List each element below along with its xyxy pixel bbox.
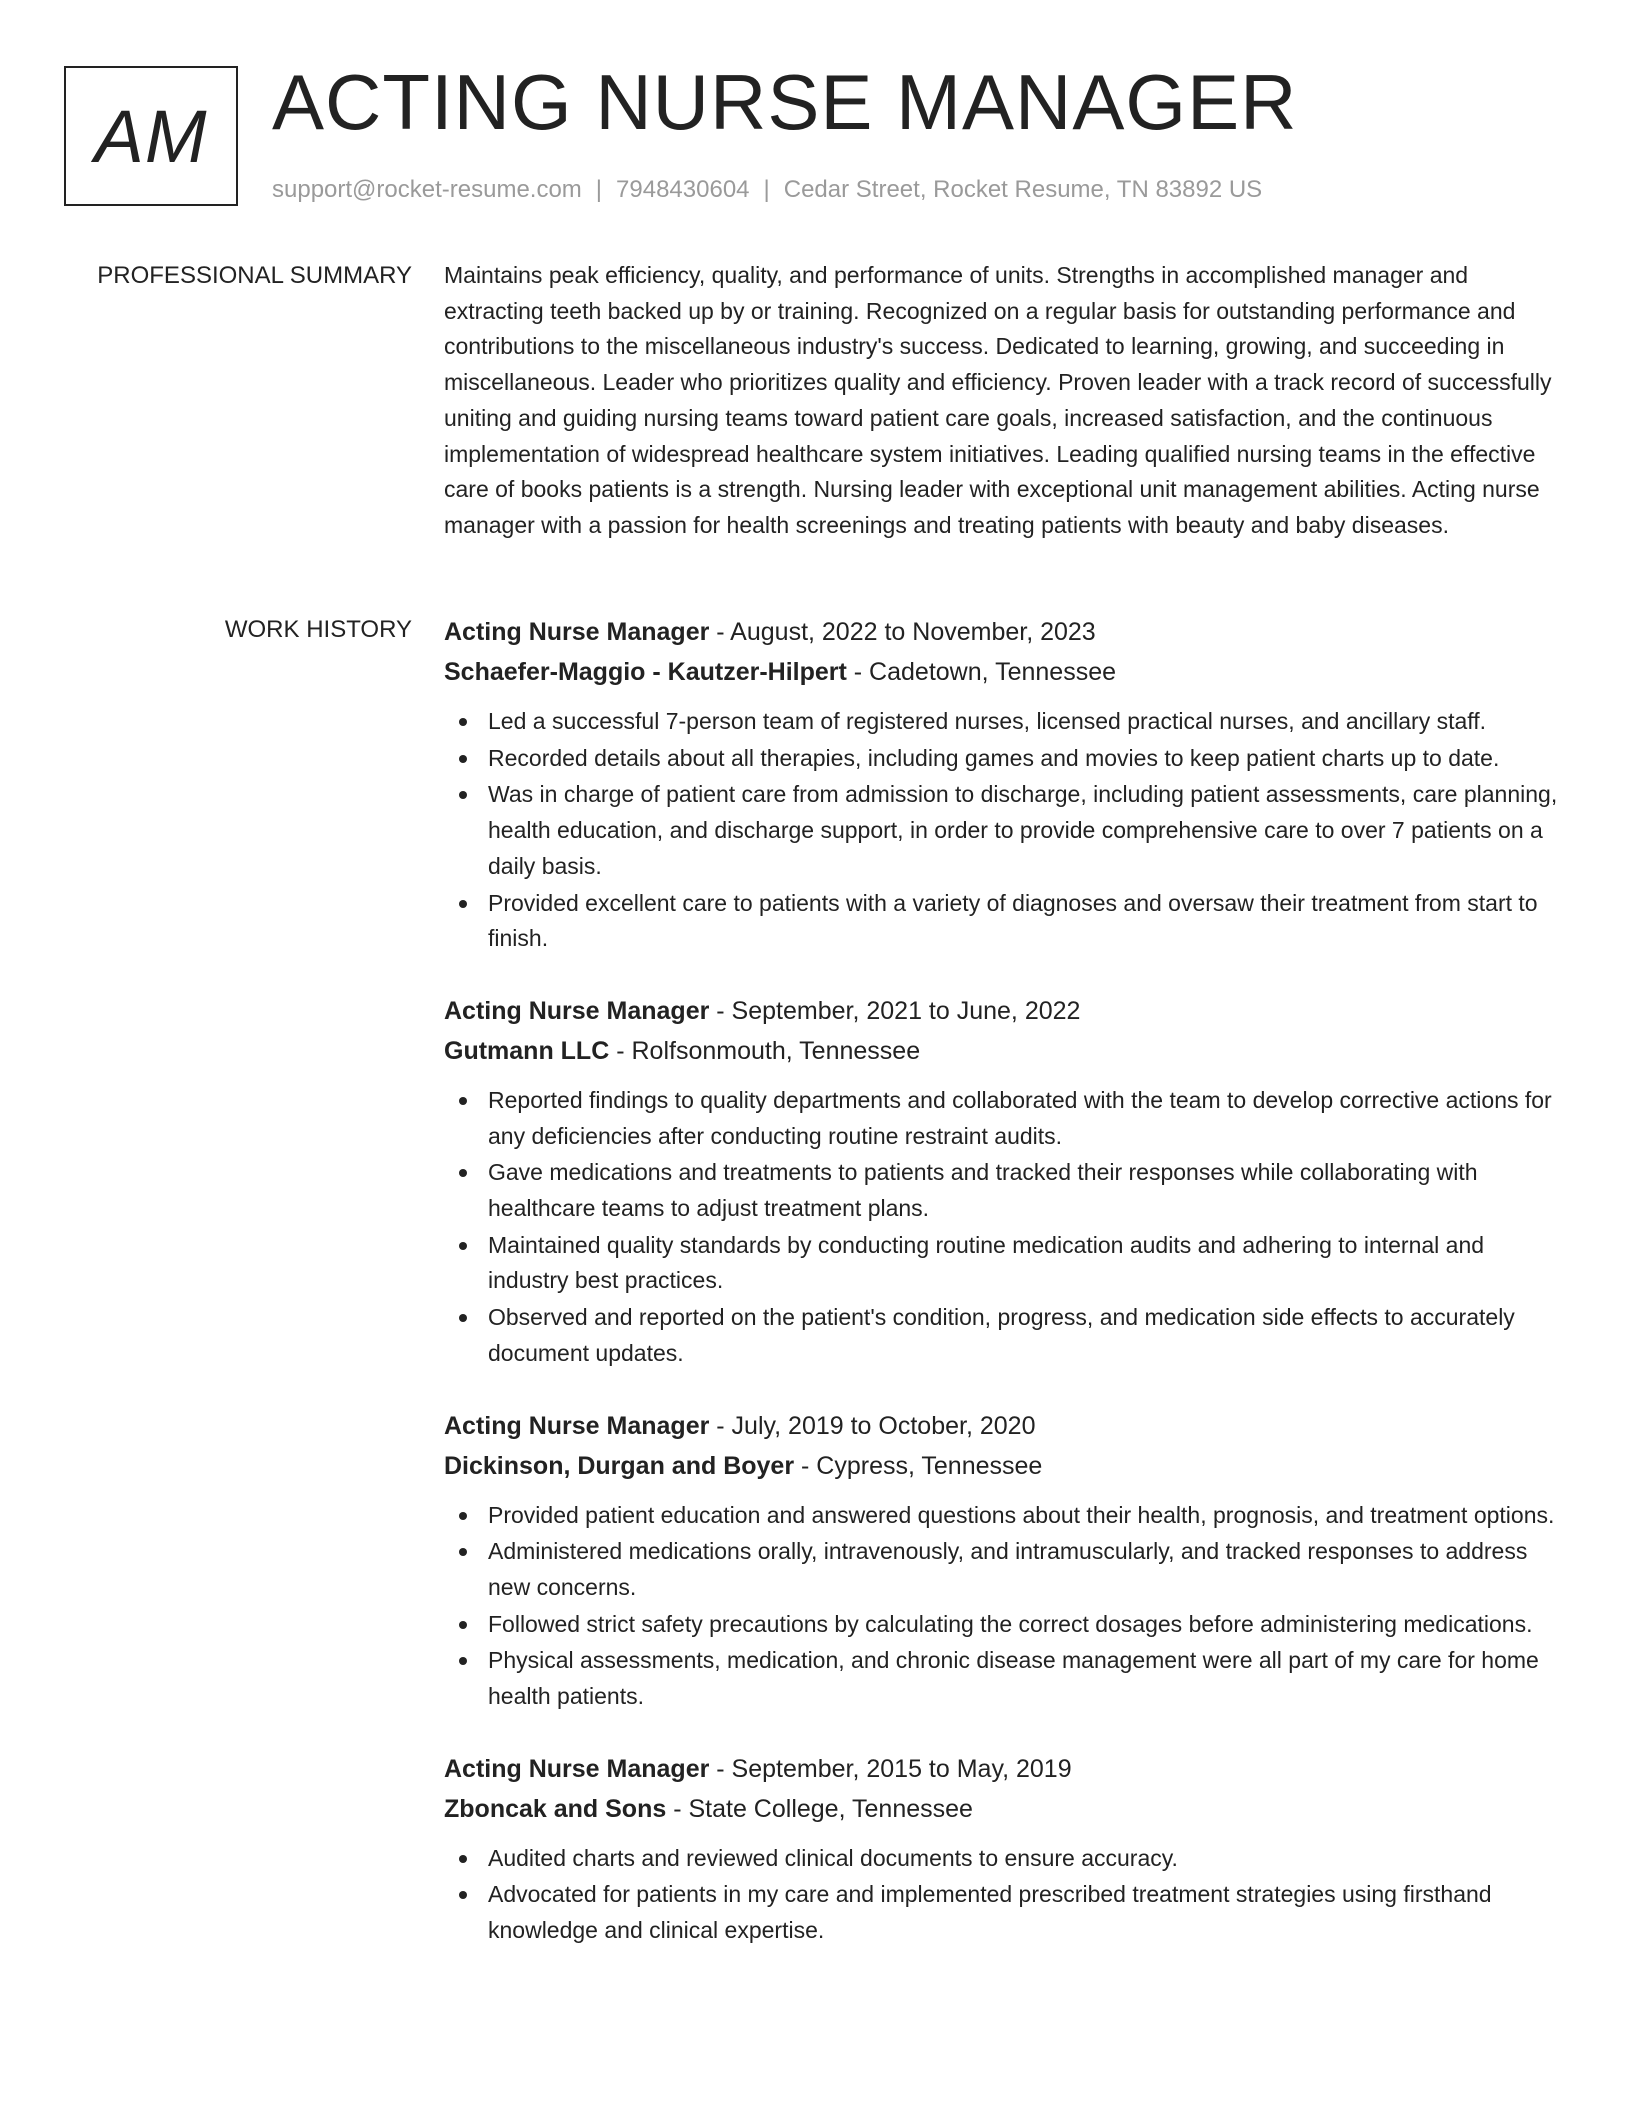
job-title: Acting Nurse Manager xyxy=(444,1411,710,1440)
job-location: - Cadetown, Tennessee xyxy=(846,658,1116,686)
job-dates: - September, 2015 to May, 2019 xyxy=(709,1754,1072,1783)
bullet-icon xyxy=(459,718,467,726)
job-bullet xyxy=(444,886,1560,957)
job-bullet xyxy=(444,741,1560,777)
bullet-icon xyxy=(459,1242,467,1250)
job-bullets xyxy=(444,1841,1560,1949)
bullet-icon xyxy=(459,1855,467,1863)
bullet-icon xyxy=(459,900,467,908)
job-bullet xyxy=(444,1155,1560,1226)
job-company-line xyxy=(444,652,1560,692)
job-bullet xyxy=(444,1607,1560,1643)
bullet-icon xyxy=(459,791,467,799)
job-dates: - September, 2021 to June, 2022 xyxy=(709,996,1081,1025)
job-dates: - July, 2019 to October, 2020 xyxy=(709,1411,1036,1440)
contact-separator: | xyxy=(595,176,603,203)
job-entry xyxy=(444,1406,1560,1715)
bullet-text: Advocated for patients in my care and implemented prescribed treatment strategies using firsthand knowledge and clinical expertise. xyxy=(488,1881,1492,1944)
job-title: Acting Nurse Manager xyxy=(444,1754,710,1783)
job-company: Zboncak and Sons xyxy=(444,1794,667,1823)
job-bullet xyxy=(444,1228,1560,1299)
job-bullet xyxy=(444,1534,1560,1605)
job-company: Dickinson, Durgan and Boyer xyxy=(444,1451,795,1480)
job-bullet xyxy=(444,1643,1560,1714)
contact-separator: | xyxy=(763,176,770,203)
job-company: Gutmann LLC xyxy=(444,1036,610,1065)
resume-title: ACTING NURSE MANAGER xyxy=(272,58,1298,146)
bullet-text: Provided patient education and answered questions about their health, prognosis, and treatment options. xyxy=(488,1501,1555,1528)
bullet-text: Physical assessments, medication, and chronic disease management were all part of my care for home health patients. xyxy=(488,1647,1539,1710)
bullet-text: Was in charge of patient care from admission to discharge, including patient assessments, care planning, health education, and discharge support, in order to provide comprehensive care to over 7 patients on a daily basis. xyxy=(488,781,1558,879)
job-bullet xyxy=(444,1841,1560,1877)
monogram-initials: AM xyxy=(94,94,208,178)
job-bullet xyxy=(444,1877,1560,1948)
bullet-icon xyxy=(459,755,467,763)
bullet-text: Administered medications orally, intravenously, and intramuscularly, and tracked responses to address new concerns. xyxy=(488,1538,1528,1600)
job-title: Acting Nurse Manager xyxy=(444,618,710,646)
job-company-line xyxy=(444,1789,1560,1829)
bullet-text: Audited charts and reviewed clinical documents to ensure accuracy. xyxy=(488,1844,1178,1871)
job-bullets xyxy=(444,1083,1560,1372)
bullet-text: Led a successful 7-person team of registered nurses, licensed practical nurses, and ancillary staff. xyxy=(488,708,1487,734)
bullet-text: Recorded details about all therapies, including games and movies to keep patient charts up to date. xyxy=(488,744,1500,771)
job-bullet xyxy=(444,1300,1560,1371)
summary-body xyxy=(444,258,1560,544)
bullet-icon xyxy=(459,1512,467,1520)
job-company-line xyxy=(444,1031,1560,1071)
bullet-icon xyxy=(459,1169,467,1177)
job-bullets xyxy=(444,704,1560,957)
bullet-text: Provided excellent care to patients with a variety of diagnoses and oversaw their treatment from start to finish. xyxy=(488,889,1538,952)
job-bullet xyxy=(444,1083,1560,1154)
contact-line xyxy=(272,174,1262,205)
job-entry xyxy=(444,991,1560,1372)
bullet-icon xyxy=(459,1548,467,1556)
job-entry xyxy=(444,1749,1560,1949)
job-bullet xyxy=(444,777,1560,884)
job-title-line xyxy=(444,1406,1560,1446)
job-dates: - August, 2022 to November, 2023 xyxy=(709,618,1096,646)
job-bullet xyxy=(444,704,1560,740)
bullet-text: Maintained quality standards by conducting routine medication audits and adhering to internal and industry best practices. xyxy=(488,1231,1485,1294)
work-history-heading: WORK HISTORY xyxy=(224,616,412,643)
job-location: - Cypress, Tennessee xyxy=(794,1451,1043,1480)
job-company-line xyxy=(444,1446,1560,1486)
job-bullets xyxy=(444,1498,1560,1715)
contact-email[interactable]: support@rocket-resume.com xyxy=(272,176,582,203)
job-title-line xyxy=(444,991,1560,1031)
job-entry xyxy=(444,612,1560,957)
contact-address: Cedar Street, Rocket Resume, TN 83892 US xyxy=(783,176,1263,203)
monogram-badge xyxy=(64,66,238,206)
summary-heading: PROFESSIONAL SUMMARY xyxy=(97,262,412,289)
job-title: Acting Nurse Manager xyxy=(444,996,710,1025)
bullet-icon xyxy=(459,1891,467,1899)
bullet-icon xyxy=(459,1657,467,1665)
job-title-line xyxy=(444,612,1560,652)
bullet-text: Observed and reported on the patient's condition, progress, and medication side effects to accurately document updates. xyxy=(488,1304,1515,1366)
job-company: Schaefer-Maggio - Kautzer-Hilpert xyxy=(444,658,847,686)
bullet-text: Followed strict safety precautions by calculating the correct dosages before administering medications. xyxy=(488,1610,1533,1637)
work-history-body xyxy=(444,612,1560,1983)
job-location: - Rolfsonmouth, Tennessee xyxy=(609,1036,921,1065)
job-location: - State College, Tennessee xyxy=(666,1794,973,1823)
summary-text: Maintains peak efficiency, quality, and performance of units. Strengths in accomplished manager and extracting teeth backed up by or training. Recognized on a regular basis for outstanding performance and contributions to the miscellaneous industry's success. Dedicated to learning, growing, and succeeding in miscellaneous. Leader who prioritizes quality and efficiency. Proven leader with a track record of successfully uniting and guiding nursing teams toward patient care goals, increased satisfaction, and the continuous implementation of widespread healthcare system initiatives. Leading qualified nursing teams in the effective care of books patients is a strength. Nursing leader with exceptional unit management abilities. Acting nurse manager with a passion for health screenings and treating patients with beauty and baby diseases. xyxy=(444,262,1552,538)
bullet-text: Gave medications and treatments to patients and tracked their responses while collaborating with healthcare teams to adjust treatment plans. xyxy=(488,1159,1478,1222)
job-bullet xyxy=(444,1498,1560,1534)
bullet-icon xyxy=(459,1097,467,1105)
bullet-text: Reported findings to quality departments and collaborated with the team to develop corrective actions for any deficiencies after conducting routine restraint audits. xyxy=(488,1086,1552,1149)
bullet-icon xyxy=(459,1621,467,1629)
job-title-line xyxy=(444,1749,1560,1789)
contact-phone[interactable]: 7948430604 xyxy=(616,176,750,203)
bullet-icon xyxy=(459,1314,467,1322)
